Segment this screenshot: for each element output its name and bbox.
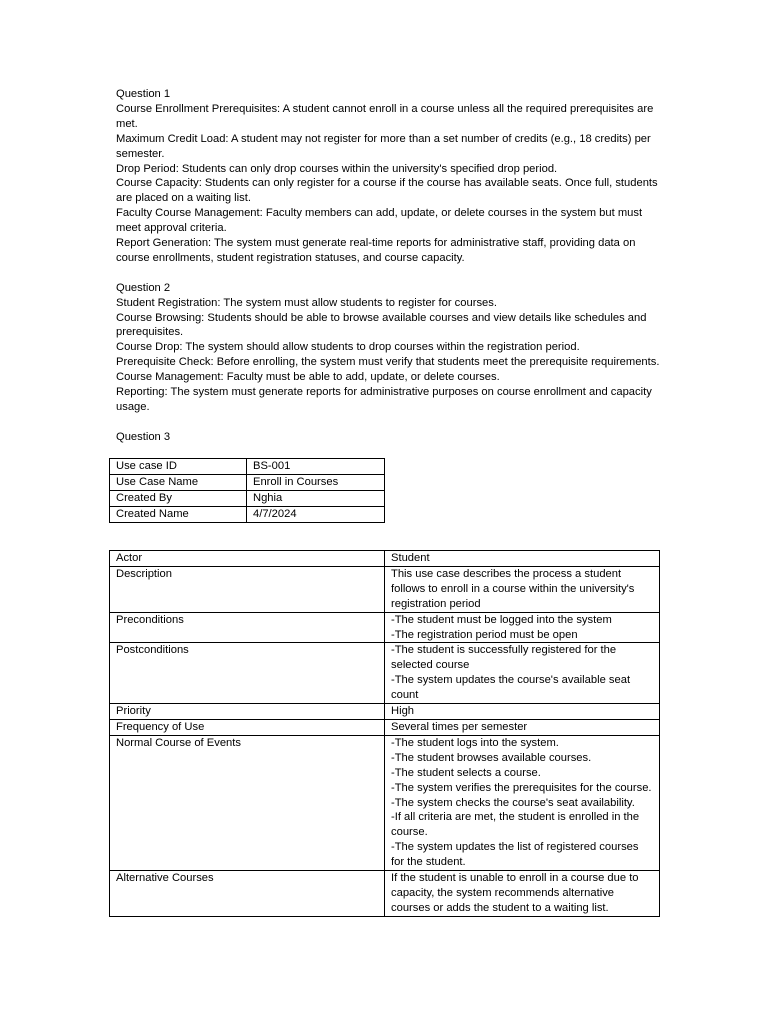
detail-line: Student: [391, 552, 430, 564]
table-row: [110, 643, 660, 704]
detail-value: [385, 566, 660, 612]
q1-item: Faculty Course Management: Faculty members can add, update, or delete courses in the system but must meet approval criteria.: [116, 207, 643, 235]
detail-label: Normal Course of Events: [110, 735, 385, 870]
meta-value: BS-001: [247, 459, 385, 475]
question-1-section: [116, 87, 661, 266]
q2-item: Course Browsing: Students should be able to browse available courses and view details like schedules and prerequisites.: [116, 311, 647, 339]
q1-item: Course Enrollment Prerequisites: A student cannot enroll in a course unless all the required prerequisites are met.: [116, 102, 654, 130]
detail-line: -If all criteria are met, the student is enrolled in the course.: [391, 811, 640, 839]
detail-line: -The system checks the course's seat availability.: [391, 796, 635, 809]
table-row: [110, 551, 660, 567]
q1-item: Report Generation: The system must generate real-time reports for administrative staff, providing data on course enrollments, student registration statuses, and course capacity.: [116, 237, 636, 264]
detail-line: -The student selects a course.: [391, 766, 541, 779]
question-1-heading: Question 1: [116, 88, 171, 100]
q1-item: Course Capacity: Students can only register for a course if the course has available seats. Once full, students are placed on a waiting list.: [116, 177, 658, 205]
q1-item: Maximum Credit Load: A student may not register for more than a set number of credits (e.g., 18 credits) per semester.: [116, 132, 651, 160]
meta-value: Enroll in Courses: [247, 474, 385, 490]
detail-label: Actor: [110, 551, 385, 567]
detail-line: Several times per semester: [391, 720, 528, 733]
meta-label: Use case ID: [110, 459, 247, 475]
detail-label: Postconditions: [110, 643, 385, 704]
detail-line: -The student must be logged into the system: [391, 613, 612, 626]
table-row: [110, 566, 660, 612]
table-row: [110, 612, 660, 643]
q2-item: Prerequisite Check: Before enrolling, the system must verify that students meet the prerequisite requirements.: [116, 356, 660, 369]
question-3-heading: Question 3: [116, 430, 171, 443]
detail-label: Priority: [110, 704, 385, 720]
detail-line: -The registration period must be open: [391, 628, 578, 641]
detail-value: [385, 551, 660, 567]
document-body: [116, 87, 661, 445]
table-row: [110, 506, 385, 522]
use-case-meta-table: [109, 458, 385, 523]
meta-label: Use Case Name: [110, 474, 247, 490]
question-2-section: [116, 281, 661, 415]
detail-value: [385, 719, 660, 735]
table-row: [110, 490, 385, 506]
table-row: [110, 871, 660, 917]
detail-label: Description: [110, 566, 385, 612]
spacer: [116, 415, 661, 430]
q2-item: Course Management: Faculty must be able to add, update, or delete courses.: [116, 371, 500, 384]
question-2-heading: Question 2: [116, 281, 171, 294]
q1-item: Drop Period: Students can only drop courses within the university's specified drop period.: [116, 162, 558, 175]
detail-line: If the student is unable to enroll in a course due to capacity, the system recommends alternative courses or adds the student to a waiting list.: [391, 872, 639, 914]
meta-label: Created Name: [110, 506, 247, 522]
meta-value: 4/7/2024: [247, 506, 385, 522]
spacer: [116, 266, 661, 281]
detail-line: -The student is successfully registered for the selected course: [391, 644, 617, 672]
detail-line: High: [391, 705, 415, 718]
table-row: [110, 735, 660, 870]
meta-label: Created By: [110, 490, 247, 506]
detail-value: [385, 643, 660, 704]
detail-value: [385, 871, 660, 917]
table-row: [110, 719, 660, 735]
detail-label: Preconditions: [110, 612, 385, 643]
detail-value: [385, 704, 660, 720]
table-row: [110, 474, 385, 490]
detail-line: This use case describes the process a student follows to enroll in a course within the university's registration period: [391, 567, 635, 610]
table-row: [110, 704, 660, 720]
detail-line: -The student logs into the system.: [391, 736, 559, 749]
table-row: [110, 459, 385, 475]
detail-label: Frequency of Use: [110, 719, 385, 735]
detail-label: Alternative Courses: [110, 871, 385, 917]
q2-item: Course Drop: The system should allow students to drop courses within the registration period.: [116, 341, 580, 354]
meta-value: Nghia: [247, 490, 385, 506]
detail-line: -The system updates the course's available seat count: [391, 674, 631, 702]
q2-item: Student Registration: The system must allow students to register for courses.: [116, 296, 497, 309]
detail-line: -The student browses available courses.: [391, 751, 592, 764]
detail-value: [385, 735, 660, 870]
detail-line: -The system updates the list of registered courses for the student.: [391, 841, 639, 869]
use-case-detail-table: [109, 550, 660, 917]
detail-line: -The system verifies the prerequisites for the course.: [391, 781, 652, 794]
detail-value: [385, 612, 660, 643]
q2-item: Reporting: The system must generate reports for administrative purposes on course enrollment and capacity usage.: [116, 386, 652, 414]
